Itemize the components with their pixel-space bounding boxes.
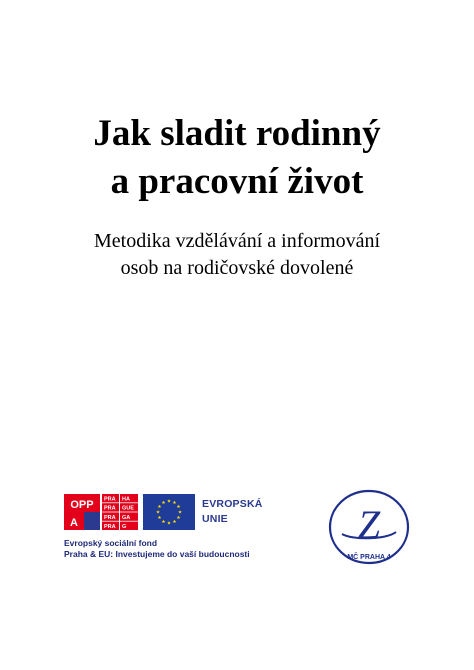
- oppa-grid-cell: PRA: [104, 514, 116, 521]
- mc-letter-z: Z: [357, 502, 381, 547]
- oppa-grid-cell: PRA: [104, 505, 116, 512]
- oppa-grid-cell: GA: [122, 514, 131, 521]
- eu-logo: [143, 494, 267, 530]
- esf-caption-line-2: Praha & EU: Investujeme do vaší budoucnosti: [64, 549, 250, 559]
- oppa-grid-cell: G: [122, 524, 127, 530]
- eu-flag-icon: [143, 494, 195, 530]
- eu-label: [202, 497, 263, 527]
- mc-praha-4-logo: [328, 488, 410, 570]
- oppa-grid-cell: PRA: [104, 496, 116, 503]
- title-line-1: Jak sladit rodinný: [93, 113, 381, 154]
- oppa-grid-cell: GUE: [122, 505, 134, 512]
- title-line-2: a pracovní život: [110, 161, 364, 202]
- document-title: [0, 110, 474, 206]
- subtitle-line-2: osob na rodičovské dovolené: [120, 257, 354, 279]
- oppa-grid-cell: HA: [122, 496, 130, 503]
- subtitle-line-1: Metodika vzdělávání a informování: [93, 230, 380, 252]
- oppa-logo: [64, 494, 138, 530]
- eu-label-line-2: UNIE: [202, 513, 228, 525]
- eu-label-line-1: EVROPSKÁ: [202, 498, 263, 510]
- oppa-grid-cell: PRA: [104, 524, 116, 530]
- document-subtitle: [0, 228, 474, 282]
- oppa-letters-top: OPP: [70, 499, 94, 511]
- oppa-letter-bottom: A: [70, 517, 78, 529]
- esf-caption-line-1: Evropský sociální fond: [64, 538, 158, 548]
- esf-caption: [64, 538, 250, 560]
- mc-praha-label: MČ PRAHA 4: [347, 554, 391, 561]
